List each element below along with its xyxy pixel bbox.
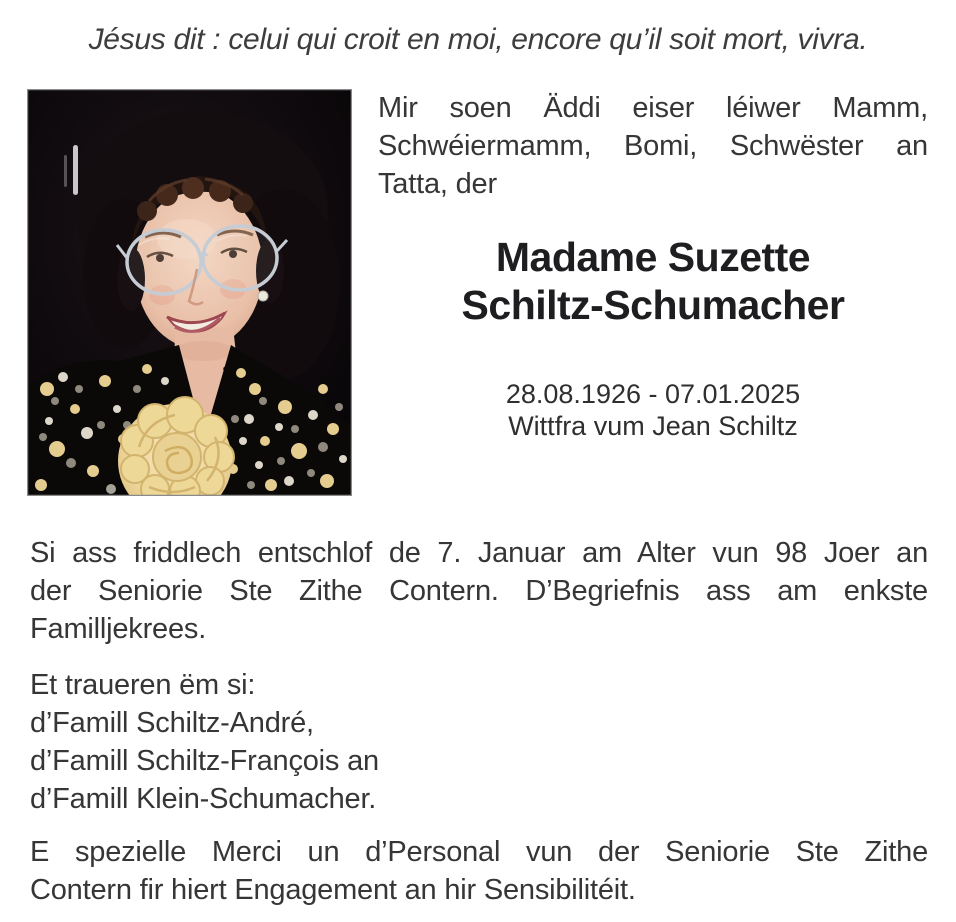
salutation-paragraph [378, 89, 928, 203]
family-item: d’Famill Schiltz-François an [30, 745, 379, 777]
announcement-line: der Seniorie Ste Zithe Contern. D’Begriefnis ass am enkste [30, 575, 928, 607]
scripture-quote: Jésus dit : celui qui croit en moi, encore qu’il soit mort, vivra. [88, 23, 868, 56]
announcement-line: Si ass friddlech entschlof de 7. Januar am Alter vun 98 Joer an [30, 537, 928, 569]
salutation-line: Tatta, der [378, 168, 497, 200]
birth-death-dates: 28.08.1926 - 07.01.2025 [505, 379, 801, 409]
family-item: d’Famill Klein-Schumacher. [30, 783, 377, 815]
portrait-photo [27, 89, 352, 496]
announcement-column [352, 89, 928, 496]
thanks-line: E spezielle Merci un d’Personal vun der Seniorie Ste Zithe [30, 836, 928, 868]
mourners-section [30, 666, 928, 818]
thanks-line: Contern fir hiert Engagement an hir Sensibilitéit. [30, 874, 636, 906]
family-item: d’Famill Schiltz-André, [30, 707, 314, 739]
widow-of-line: Wittfra vum Jean Schiltz [508, 411, 798, 441]
portrait-photo-graphic [27, 89, 352, 496]
life-dates-block [378, 378, 928, 442]
deceased-name [378, 233, 928, 329]
announcement-line: Familljekrees. [30, 613, 207, 645]
mourners-heading: Et traueren ëm si: [30, 669, 256, 701]
salutation-line: Mir soen Äddi eiser léiwer Mamm, [378, 92, 928, 124]
deceased-name-line: Schiltz-Schumacher [461, 282, 845, 328]
death-announcement-paragraph [30, 534, 928, 648]
salutation-line: Schwéiermamm, Bomi, Schwëster an [378, 130, 928, 162]
header-row [27, 89, 928, 496]
thanks-paragraph [30, 833, 928, 909]
deceased-name-line: Madame Suzette [495, 234, 811, 280]
